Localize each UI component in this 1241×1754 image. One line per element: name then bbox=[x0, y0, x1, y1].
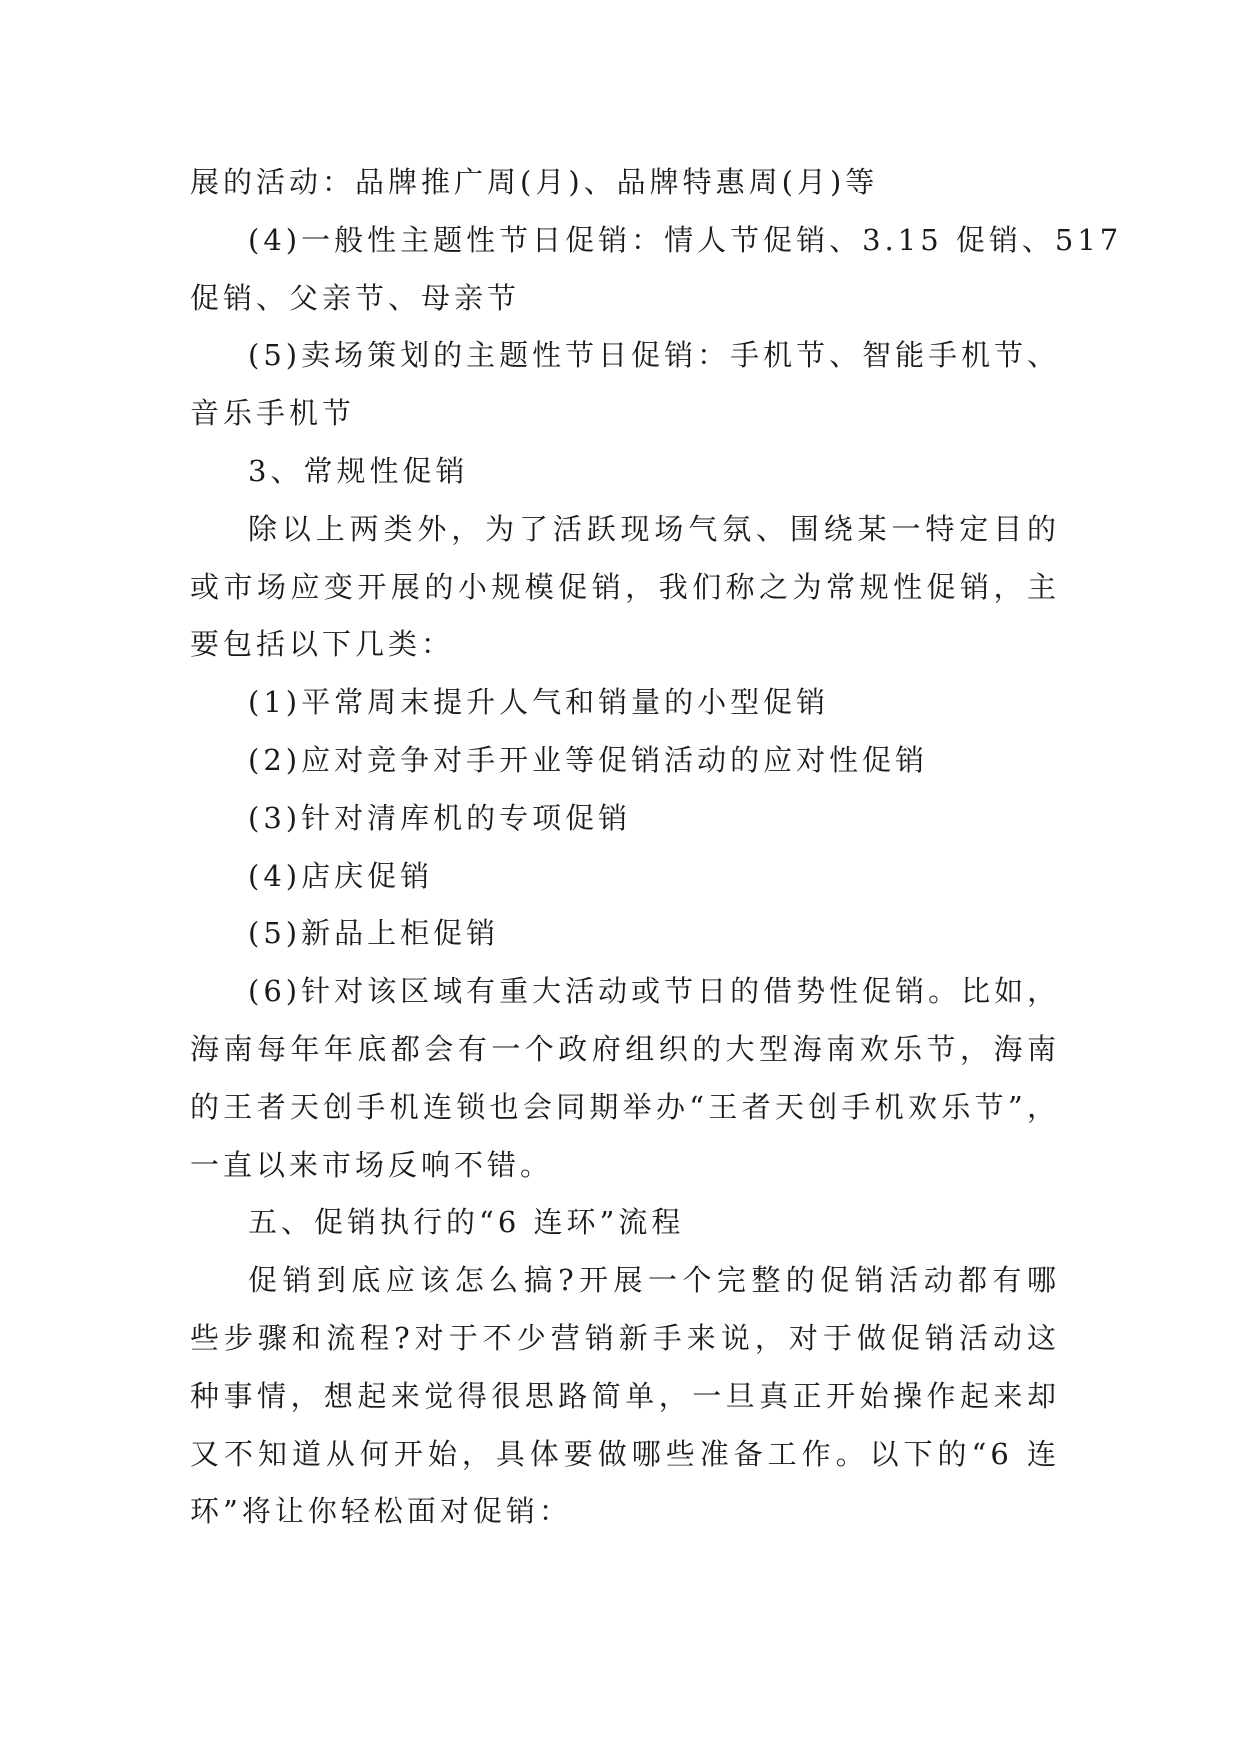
paragraph-general-holiday-promo bbox=[190, 212, 1123, 328]
list-item-clearance-promo bbox=[190, 790, 1060, 848]
text-line: (4)一般性主题性节日促销：情人节促销、3.15 促销、517 bbox=[248, 222, 1123, 257]
list-item-competitor-promo bbox=[190, 732, 1060, 790]
text-line: 的王者天创手机连锁也会同期举办“王者天创手机欢乐节”， bbox=[190, 1089, 1060, 1124]
list-item-anniversary-promo bbox=[190, 848, 1060, 906]
text-line: 3、常规性促销 bbox=[248, 453, 469, 488]
section-heading-six-steps bbox=[190, 1194, 1060, 1252]
text-line: (1)平常周末提升人气和销量的小型促销 bbox=[248, 685, 830, 720]
text-line: 促销、父亲节、母亲节 bbox=[190, 280, 521, 315]
text-line: (4)店庆促销 bbox=[248, 858, 434, 893]
paragraph-regular-promo-intro bbox=[190, 501, 1060, 674]
text-line: 又不知道从何开始，具体要做哪些准备工作。以下的“6 连 bbox=[190, 1436, 1060, 1471]
text-line: 要包括以下几类： bbox=[190, 627, 455, 662]
document-body bbox=[190, 154, 1123, 1541]
text-line: 一直以来市场反响不错。 bbox=[190, 1147, 554, 1182]
paragraph-store-holiday-promo bbox=[190, 327, 1060, 443]
list-item-event-promo bbox=[190, 963, 1060, 1194]
text-line: 种事情，想起来觉得很思路简单，一旦真正开始操作起来却 bbox=[190, 1378, 1060, 1413]
text-line: (5)新品上柜促销 bbox=[248, 916, 500, 951]
section-heading-regular-promo bbox=[190, 443, 1060, 501]
text-line: 或市场应变开展的小规模促销，我们称之为常规性促销，主 bbox=[190, 569, 1060, 604]
paragraph-activities bbox=[190, 154, 1060, 212]
text-line: 促销到底应该怎么搞?开展一个完整的促销活动都有哪 bbox=[248, 1263, 1060, 1298]
text-line: 展的活动：品牌推广周(月)、品牌特惠周(月)等 bbox=[190, 165, 879, 199]
text-line: (5)卖场策划的主题性节日促销：手机节、智能手机节、 bbox=[248, 338, 1061, 373]
list-item-new-product-promo bbox=[190, 905, 1060, 963]
list-item-weekend-promo bbox=[190, 674, 1060, 732]
text-line: 海南每年年底都会有一个政府组织的大型海南欢乐节，海南 bbox=[190, 1031, 1060, 1066]
text-line: 音乐手机节 bbox=[190, 396, 356, 431]
text-line: 五、促销执行的“6 连环”流程 bbox=[248, 1205, 685, 1240]
text-line: (2)应对竞争对手开业等促销活动的应对性促销 bbox=[248, 742, 929, 777]
text-line: (6)针对该区域有重大活动或节日的借势性促销。比如， bbox=[248, 974, 1061, 1009]
text-line: 除以上两类外，为了活跃现场气氛、围绕某一特定目的 bbox=[248, 511, 1060, 546]
text-line: 些步骤和流程?对于不少营销新手来说，对于做促销活动这 bbox=[190, 1320, 1060, 1355]
text-line: (3)针对清库机的专项促销 bbox=[248, 800, 632, 835]
text-line: 环”将让你轻松面对促销： bbox=[190, 1494, 572, 1529]
paragraph-six-steps-intro bbox=[190, 1252, 1060, 1541]
